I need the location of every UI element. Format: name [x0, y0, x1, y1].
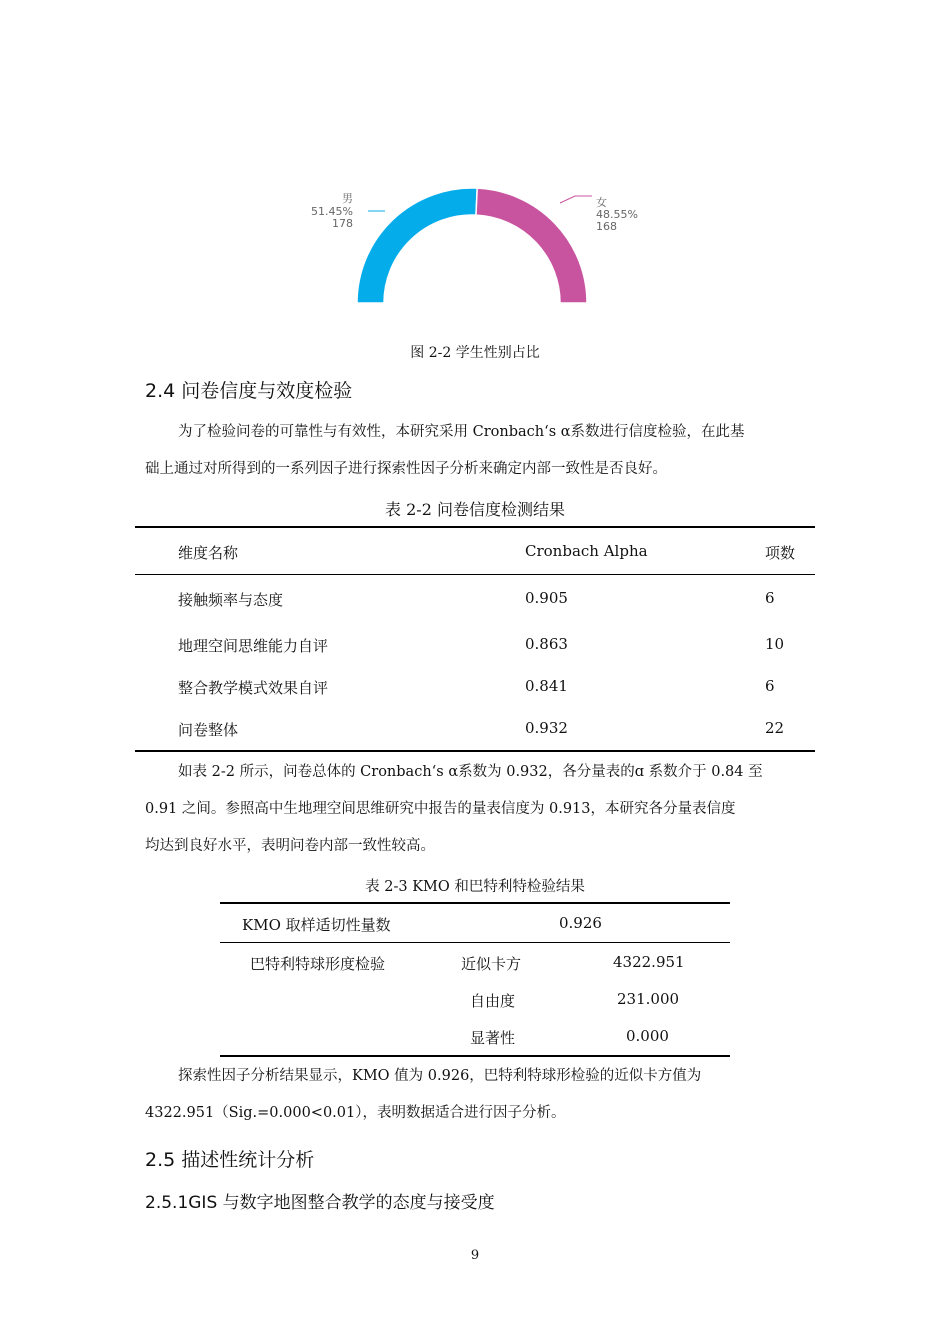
- leader-line-female: [560, 196, 592, 203]
- paragraph-line: 为了检验问卷的可靠性与有效性，本研究采用 Cronbach‘s α系数进行信度检验，在此基: [178, 424, 745, 440]
- paragraph-line: 探索性因子分析结果显示，KMO 值为 0.926，巴特利特球形检验的近似卡方值为: [178, 1068, 702, 1084]
- table-bottom-rule: [135, 750, 815, 752]
- table-cell: 自由度: [470, 992, 516, 1010]
- kmo-label: KMO 取样适切性量数: [242, 916, 391, 934]
- label-male-value: 178: [332, 217, 353, 230]
- donut-svg: [300, 175, 660, 315]
- table-cell: 0.932: [525, 719, 568, 737]
- table-header-rule: [135, 574, 815, 575]
- paragraph-line: 0.91 之间。参照高中生地理空间思维研究中报告的量表信度为 0.913，本研究各分量表信度: [145, 801, 736, 817]
- table-cell: 0.841: [525, 677, 568, 695]
- paragraph-line: 均达到良好水平，表明问卷内部一致性较高。: [145, 838, 435, 854]
- table-top-rule: [220, 902, 730, 904]
- gender-half-donut-chart: [300, 175, 660, 315]
- table-divider-rule: [220, 942, 730, 943]
- figure-caption: 图 2-2 学生性别占比: [410, 345, 540, 361]
- paragraph-line: 4322.951（Sig.=0.000<0.01），表明数据适合进行因子分析。: [145, 1105, 566, 1121]
- table-cell: 整合教学模式效果自评: [178, 679, 329, 697]
- table-header-cell: 项数: [765, 544, 796, 562]
- table-cell: 显著性: [470, 1029, 516, 1047]
- kmo-value: 0.926: [559, 914, 602, 932]
- table-cell: 6: [765, 589, 775, 607]
- table-header-cell: 维度名称: [178, 544, 239, 562]
- table-cell: 问卷整体: [178, 721, 239, 739]
- label-male-name: 男: [342, 192, 353, 205]
- table-cell: 0.863: [525, 635, 568, 653]
- table-cell: 0.000: [626, 1027, 669, 1045]
- label-female-value: 168: [596, 220, 617, 233]
- section-heading-2-5: 2.5 描述性统计分析: [145, 1149, 315, 1171]
- slice-female: [476, 188, 587, 303]
- table-2-2-caption: 表 2-2 问卷信度检测结果: [385, 500, 565, 519]
- table-cell: 22: [765, 719, 785, 737]
- page-number: 9: [470, 1248, 480, 1263]
- table-cell: 接触频率与态度: [178, 591, 284, 609]
- table-cell: 6: [765, 677, 775, 695]
- label-female-name: 女: [596, 196, 607, 209]
- table-cell: 0.905: [525, 589, 568, 607]
- section-heading-2-4: 2.4 问卷信度与效度检验: [145, 380, 353, 402]
- label-female-percent: 48.55%: [596, 208, 638, 221]
- label-male-percent: 51.45%: [311, 205, 353, 218]
- table-header-cell: Cronbach Alpha: [525, 542, 648, 560]
- paragraph-line: 如表 2-2 所示，问卷总体的 Cronbach‘s α系数为 0.932，各分量表的ɑ 系数介于 0.84 至: [178, 764, 763, 780]
- subsection-heading-2-5-1: 2.5.1GIS 与数字地图整合教学的态度与接受度: [145, 1193, 495, 1213]
- slice-male: [357, 188, 477, 303]
- table-bottom-rule: [220, 1055, 730, 1057]
- table-2-3-caption: 表 2-3 KMO 和巴特利特检验结果: [365, 879, 585, 895]
- paragraph-line: 础上通过对所得到的一系列因子进行探索性因子分析来确定内部一致性是否良好。: [145, 461, 667, 477]
- bartlett-label: 巴特利特球形度检验: [250, 955, 386, 973]
- table-top-rule: [135, 526, 815, 528]
- table-cell: 231.000: [617, 990, 680, 1008]
- table-cell: 近似卡方: [461, 955, 522, 973]
- table-cell: 4322.951: [613, 953, 685, 971]
- table-cell: 地理空间思维能力自评: [178, 637, 329, 655]
- table-cell: 10: [765, 635, 785, 653]
